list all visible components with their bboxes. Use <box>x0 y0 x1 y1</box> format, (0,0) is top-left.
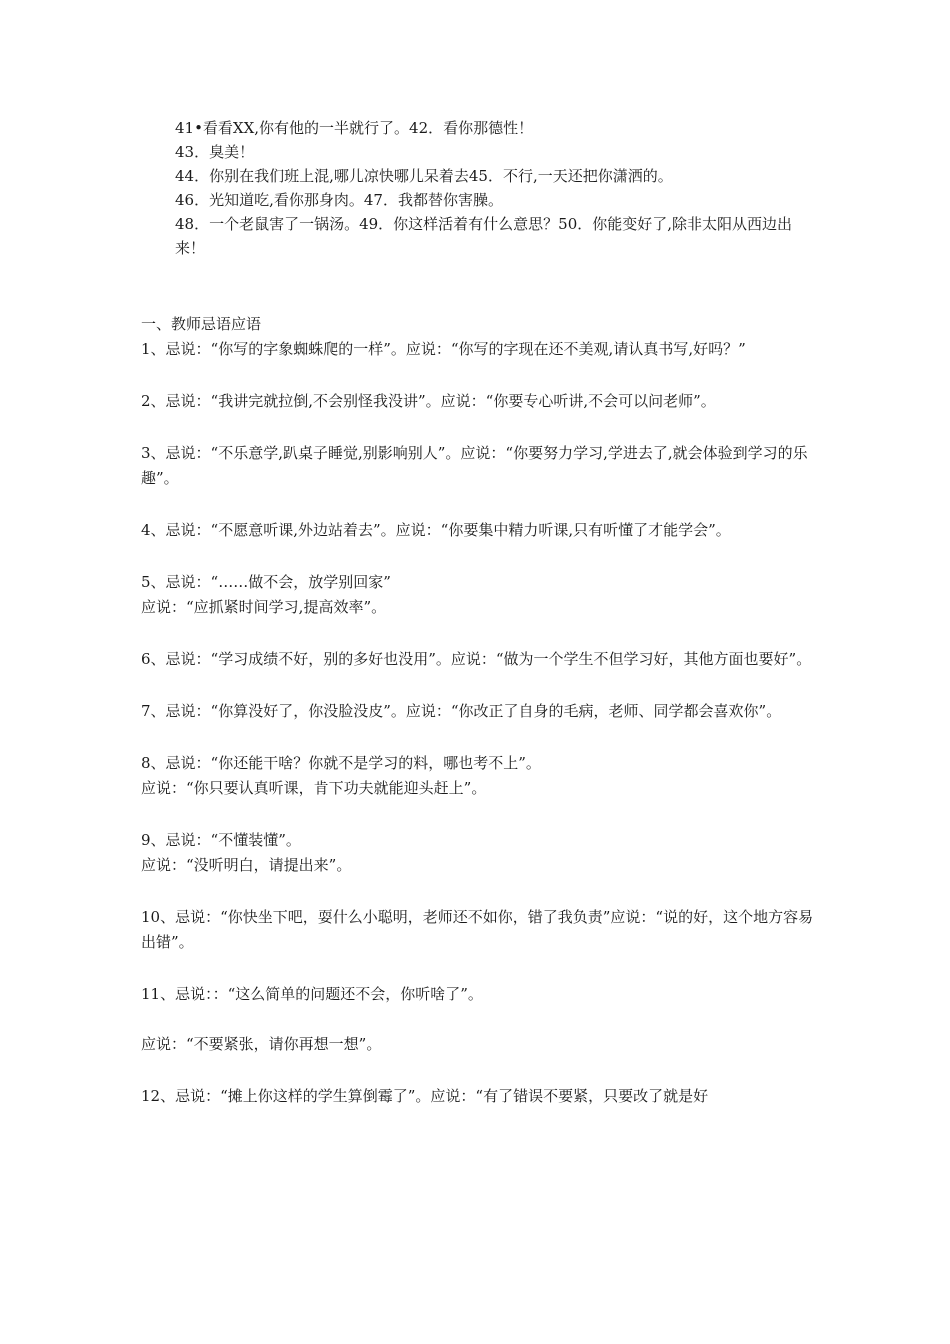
entry-text: 应说：“不要紧张，请你再想一想”。 <box>141 1035 382 1053</box>
list-item <box>141 570 821 620</box>
list-item <box>141 441 821 491</box>
entry-text: 应说：“应抓紧时间学习,提高效率”。 <box>141 598 387 616</box>
list-item: 41•看看XX,你有他的一半就行了。42．看你那德性！ <box>175 119 534 137</box>
list-item: 43．臭美！ <box>175 143 255 161</box>
list-item <box>141 518 821 543</box>
entry-text: 5、忌说：“……做不会，放学别回家” <box>141 573 391 591</box>
numbered-phrase-list <box>175 116 815 260</box>
list-item <box>141 647 821 672</box>
entry-text: 8、忌说：“你还能干啥？你就不是学习的料，哪也考不上”。 <box>141 754 541 772</box>
list-item: 44．你别在我们班上混,哪儿凉快哪儿呆着去45．不行,一天还把你潇洒的。 <box>175 167 673 185</box>
list-item <box>141 982 821 1057</box>
list-item <box>141 905 821 955</box>
list-item <box>141 1084 821 1109</box>
entry-text: 4、忌说：“不愿意听课,外边站着去”。应说：“你要集中精力听课,只有听懂了才能学会”。 <box>141 521 731 539</box>
section-title: 一、教师忌语应语 <box>141 315 262 333</box>
list-item <box>141 751 821 801</box>
entry-text: 9、忌说：“不懂装懂”。 <box>141 831 301 849</box>
main-content <box>141 312 821 1136</box>
entry-text: 2、忌说：“我讲完就拉倒,不会别怪我没讲”。应说：“你要专心听讲,不会可以问老师”。 <box>141 392 716 410</box>
entry-text: 应说：“没听明白，请提出来”。 <box>141 856 352 874</box>
list-item: 46．光知道吃,看你那身肉。47．我都替你害臊。 <box>175 191 503 209</box>
entry-text: 1、忌说：“你写的字象蜘蛛爬的一样”。应说：“你写的字现在还不美观,请认真书写,好吗？” <box>141 340 746 358</box>
list-item <box>141 337 821 362</box>
list-item: 48．一个老鼠害了一锅汤。49．你这样活着有什么意思？50．你能变好了,除非太阳从西边出来！ <box>175 215 793 257</box>
entry-text: 7、忌说：“你算没好了，你没脸没皮”。应说：“你改正了自身的毛病，老师、同学都会喜欢你”。 <box>141 702 782 720</box>
list-item <box>141 389 821 414</box>
entry-text: 3、忌说：“不乐意学,趴桌子睡觉,别影响别人”。应说：“你要努力学习,学进去了,就会体验到学习的乐趣”。 <box>141 444 808 487</box>
list-item <box>141 828 821 878</box>
entry-text: 11、忌说：：“这么简单的问题还不会，你听啥了”。 <box>141 985 483 1003</box>
entry-text: 6、忌说：“学习成绩不好，别的多好也没用”。应说：“做为一个学生不但学习好，其他方面也要好”。 <box>141 650 812 668</box>
list-item <box>141 699 821 724</box>
entry-text: 12、忌说：“摊上你这样的学生算倒霉了”。应说：“有了错误不要紧，只要改了就是好 <box>141 1087 709 1105</box>
entry-text: 应说：“你只要认真听课，肯下功夫就能迎头赶上”。 <box>141 779 487 797</box>
entry-text: 10、忌说：“你快坐下吧，耍什么小聪明，老师还不如你，错了我负责”应说：“说的好，这个地方容易出错”。 <box>141 908 814 951</box>
